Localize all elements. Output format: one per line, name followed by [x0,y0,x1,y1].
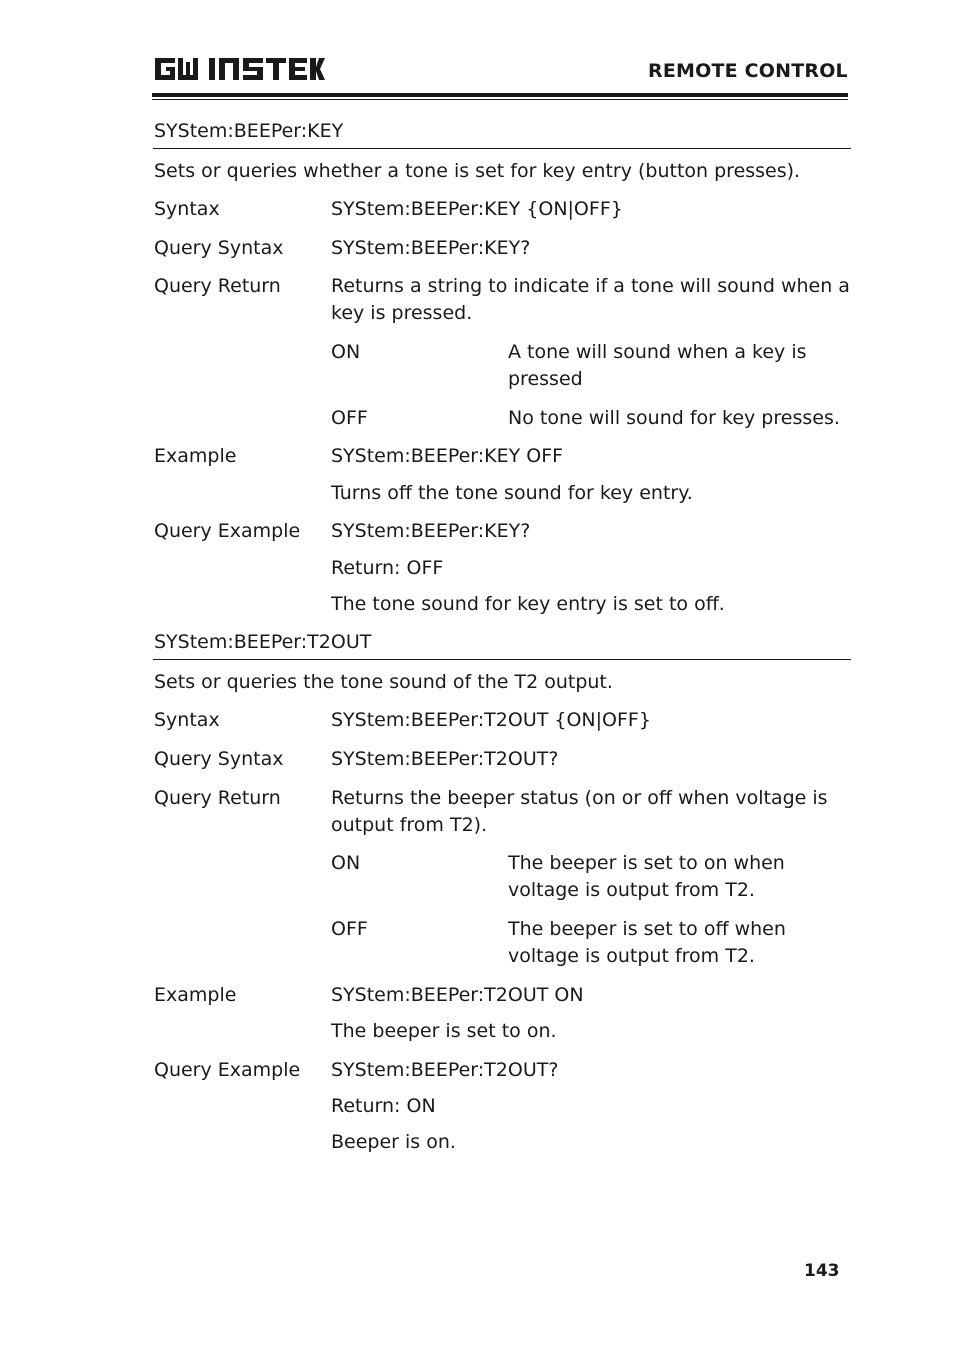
syntax-label: Syntax [154,198,220,220]
query-example-return: Return: ON [331,1095,436,1117]
gw-instek-logo-icon [153,56,325,82]
query-example-description: The tone sound for key entry is set to off. [331,593,725,615]
return-value: ON [331,852,361,874]
return-desc: A tone will sound when a key is pressed [508,341,807,390]
header-rule [152,93,848,97]
command-rule [153,148,851,149]
query-return-desc: Returns the beeper status (on or off when voltage is output from T2). [331,787,828,836]
section-title: REMOTE CONTROL [648,60,848,82]
example-label: Example [154,445,237,467]
query-example-command: SYStem:BEEPer:T2OUT? [331,1059,559,1081]
syntax-label: Syntax [154,709,220,731]
query-example-label: Query Example [154,1059,301,1081]
query-syntax-value: SYStem:BEEPer:T2OUT? [331,748,559,770]
return-value: OFF [331,918,368,940]
page-number: 143 [804,1261,840,1281]
query-example-return: Return: OFF [331,557,444,579]
query-example-command: SYStem:BEEPer:KEY? [331,520,531,542]
command-rule [153,659,851,660]
command-name: SYStem:BEEPer:KEY [154,120,344,142]
command-description: Sets or queries the tone sound of the T2 output. [154,671,613,693]
syntax-value: SYStem:BEEPer:KEY {ON|OFF} [331,198,623,220]
example-description: The beeper is set to on. [331,1020,557,1042]
header-rule-thin [152,99,848,100]
query-syntax-label: Query Syntax [154,748,284,770]
return-desc: The beeper is set to on when voltage is output from T2. [508,852,785,901]
query-example-label: Query Example [154,520,301,542]
query-syntax-label: Query Syntax [154,237,284,259]
example-command: SYStem:BEEPer:T2OUT ON [331,984,584,1006]
command-name: SYStem:BEEPer:T2OUT [154,631,372,653]
query-return-desc: Returns a string to indicate if a tone will sound when a key is pressed. [331,275,850,324]
query-syntax-value: SYStem:BEEPer:KEY? [331,237,531,259]
example-command: SYStem:BEEPer:KEY OFF [331,445,564,467]
example-description: Turns off the tone sound for key entry. [331,482,693,504]
return-value: ON [331,341,361,363]
brand-logo [153,56,325,82]
syntax-value: SYStem:BEEPer:T2OUT {ON|OFF} [331,709,651,731]
query-return-label: Query Return [154,275,281,297]
return-value: OFF [331,407,368,429]
query-return-label: Query Return [154,787,281,809]
return-desc: The beeper is set to off when voltage is output from T2. [508,918,786,967]
query-example-description: Beeper is on. [331,1131,456,1153]
command-description: Sets or queries whether a tone is set for key entry (button presses). [154,160,801,182]
return-desc: No tone will sound for key presses. [508,407,840,429]
example-label: Example [154,984,237,1006]
